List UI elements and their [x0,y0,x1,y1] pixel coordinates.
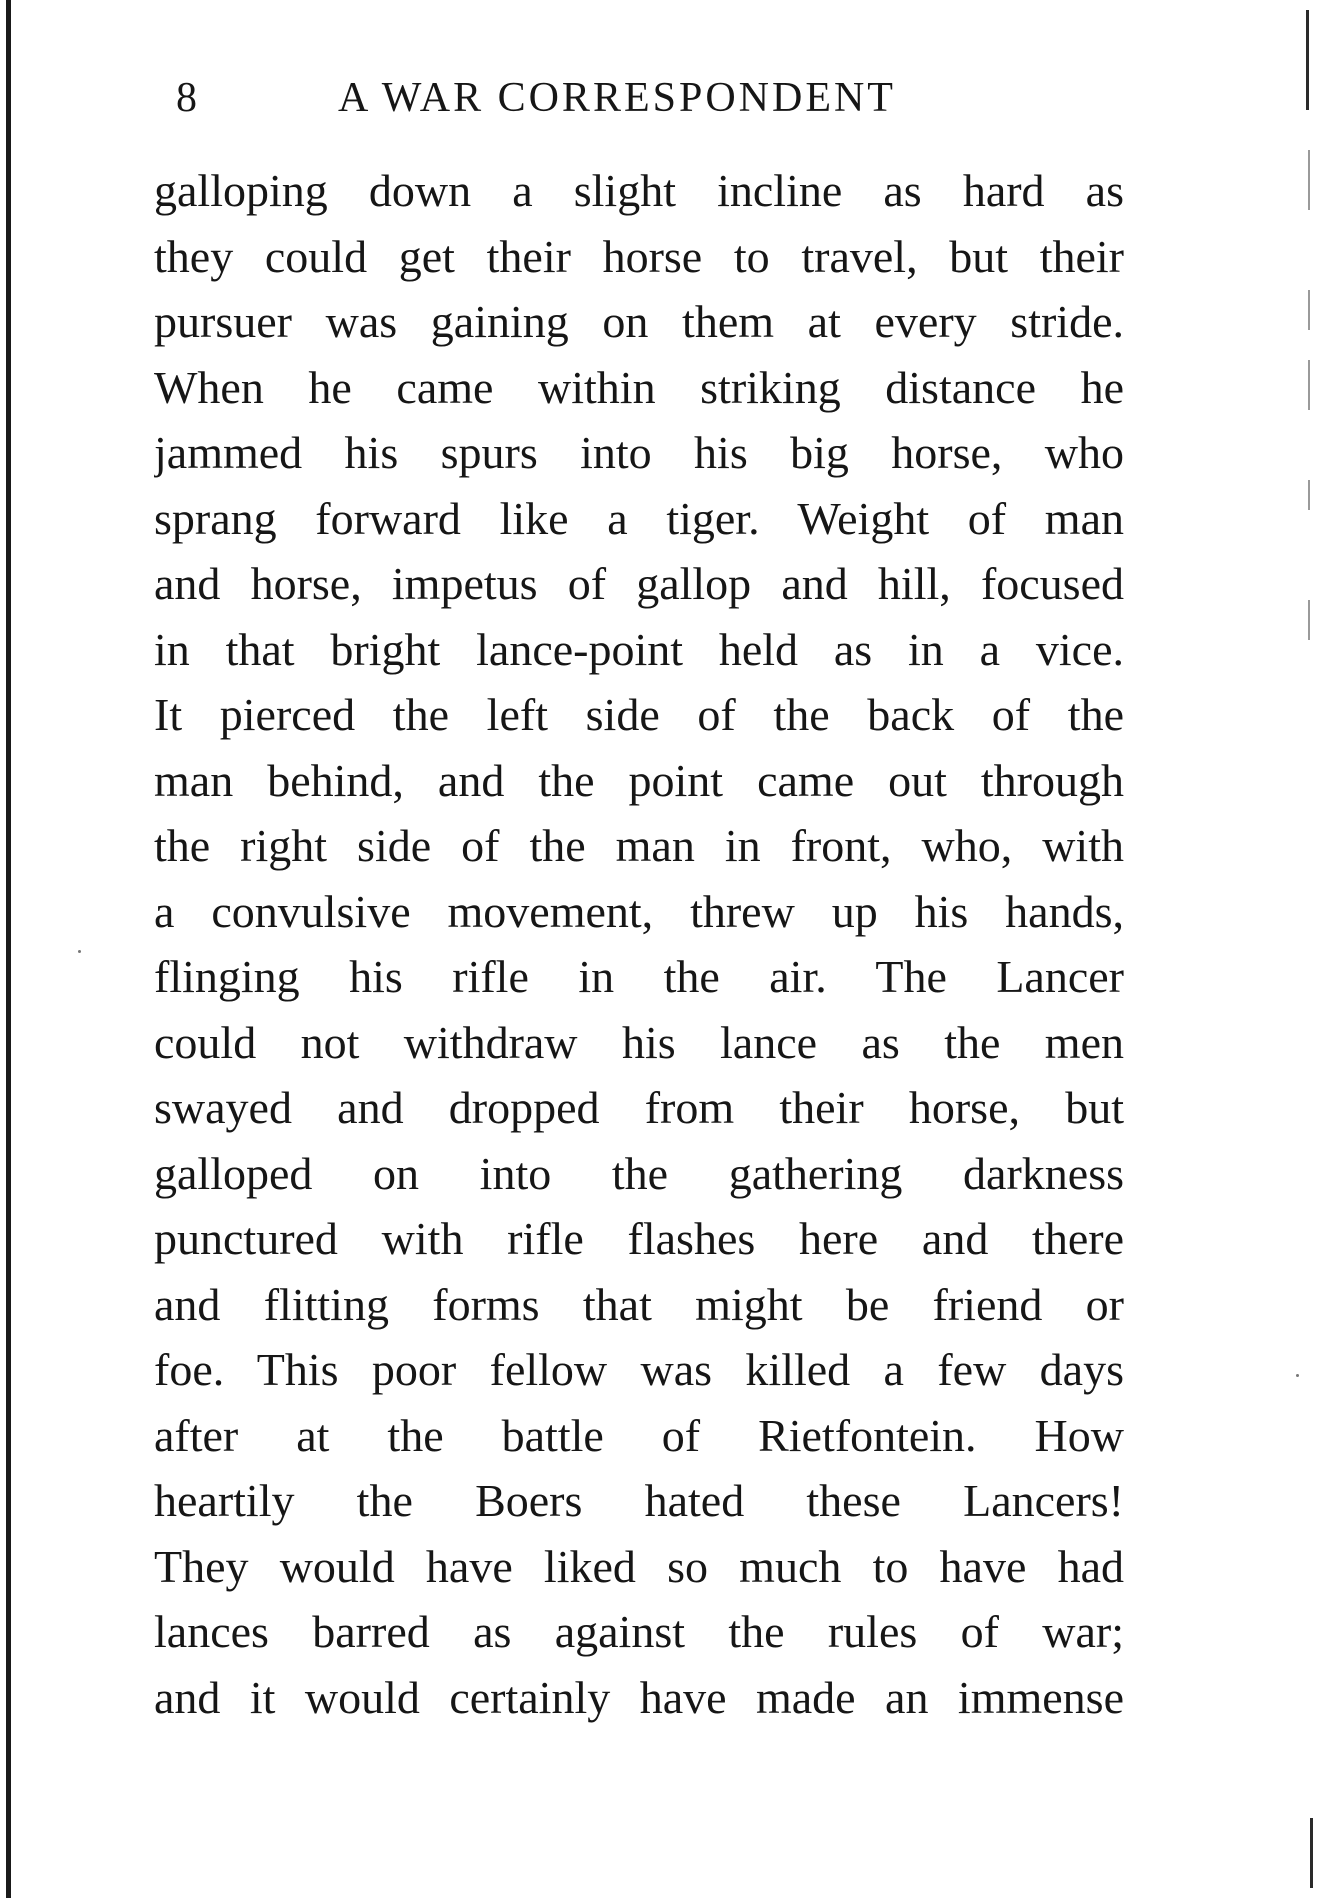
text-line: When he came within striking distance he [154,361,1124,413]
scan-edge-right-top [1306,10,1309,110]
text-line: in that bright lance-point held as in a vice. [154,623,1124,675]
text-line: could not withdraw his lance as the men [154,1016,1124,1068]
scan-speck [78,950,81,953]
text-line: and horse, impetus of gallop and hill, focused [154,558,1124,609]
text-line: jammed his spurs into his big horse, who [154,427,1124,478]
text-line: after at the battle of Rietfontein. How [154,1409,1124,1461]
scan-speck [1296,1374,1299,1377]
text-line: the right side of the man in front, who, with [154,820,1124,871]
text-line: man behind, and the point came out through [154,754,1124,806]
scan-edge-left [6,0,11,1898]
text-line: they could get their horse to travel, but their [154,230,1124,282]
text-line: swayed and dropped from their horse, but [154,1082,1124,1133]
text-line: foe. This poor fellow was killed a few days [154,1344,1124,1395]
text-line: It pierced the left side of the back of the [154,689,1124,740]
text-line: pursuer was gaining on them at every stride. [154,296,1124,347]
running-head: A WAR CORRESPONDENT [338,75,896,121]
text-line: galloped on into the gathering darkness [154,1147,1124,1199]
text-line: sprang forward like a tiger. Weight of man [154,492,1124,544]
text-line: flinging his rifle in the air. The Lancer [154,951,1124,1002]
scan-edge-right-mark [1308,290,1310,330]
scan-edge-right-mark [1308,480,1310,510]
text-line: a convulsive movement, threw up his hands, [154,885,1124,937]
scan-edge-right-bottom [1310,1818,1313,1888]
text-line: heartily the Boers hated these Lancers! [154,1475,1124,1526]
text-line: punctured with rifle flashes here and there [154,1213,1124,1264]
page-header [176,68,996,128]
body-text [154,158,1124,1730]
text-line: They would have liked so much to have had [154,1540,1124,1592]
page-number: 8 [176,75,199,121]
text-line: and it would certainly have made an immense [154,1671,1124,1723]
text-line: galloping down a slight incline as hard as [154,165,1124,216]
text-line: and flitting forms that might be friend or [154,1278,1124,1330]
scan-edge-right-mark [1308,150,1310,210]
text-line: lances barred as against the rules of war; [154,1606,1124,1657]
scan-edge-right-mark [1308,600,1310,640]
scan-edge-right-mark [1308,360,1310,410]
